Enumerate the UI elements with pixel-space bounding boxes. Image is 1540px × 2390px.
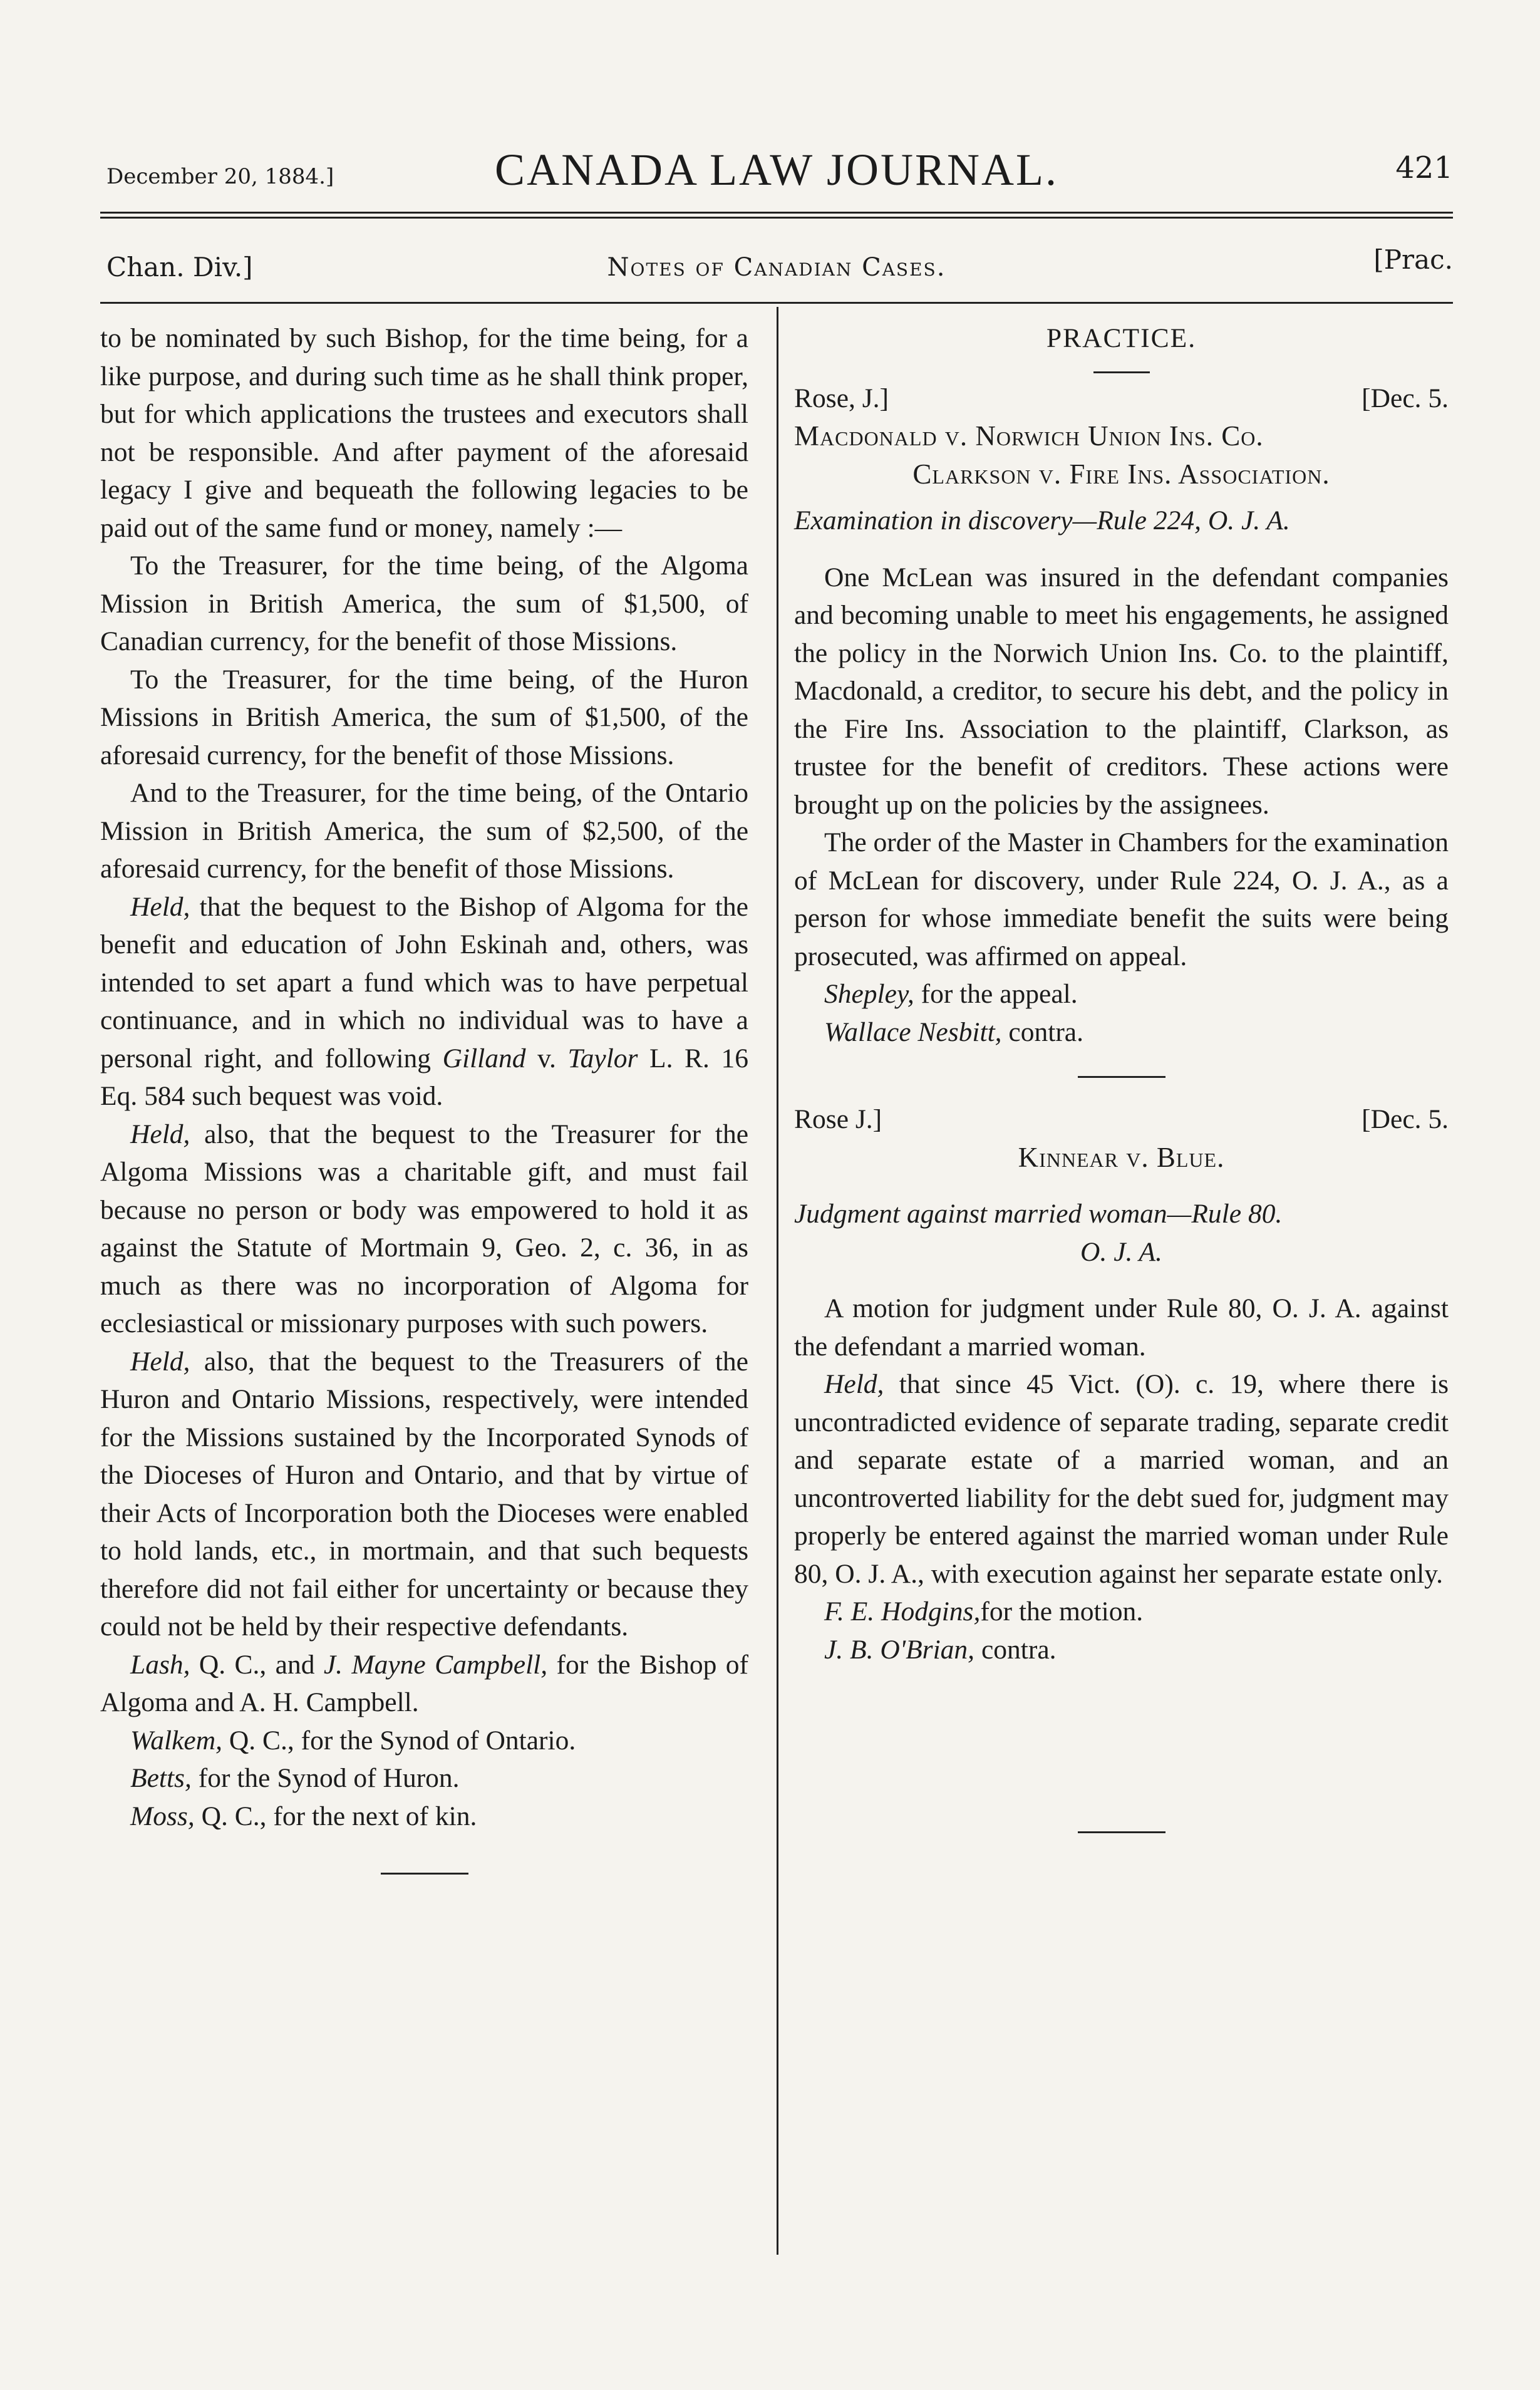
legacy-huron: To the Treasurer, for the time being, of the Huron Missions in British America, the sum of $1,500, of the aforesaid currency, for the benefit of those Missions.: [100, 664, 748, 770]
spacer: [794, 1271, 1449, 1290]
case-1-meta: [794, 380, 1449, 418]
counsel-name: Lash,: [130, 1649, 190, 1680]
case-separator-rule: [1078, 1076, 1165, 1078]
held-paragraph-3: [100, 1343, 748, 1646]
practice-tag: [Prac.: [1373, 244, 1453, 275]
end-rule: [1078, 1831, 1165, 1833]
page-number: 421: [1395, 150, 1453, 185]
legacy-algoma: To the Treasurer, for the time being, of the Algoma Mission in British America, the sum of $1,500, of Canadian currency, for the benefit of those Missions.: [100, 551, 748, 656]
header-rule-top: [100, 212, 1453, 214]
held-label: Held,: [130, 891, 190, 922]
counsel-name-2: J. Mayne Campbell,: [323, 1649, 548, 1680]
counsel-text: contra.: [974, 1634, 1057, 1665]
counsel-text-2: for the Bishop of Algoma and A. H. Campbell.: [100, 1649, 748, 1717]
case-2-headnote-a: Judgment against married woman—Rule 80.: [794, 1199, 1283, 1229]
left-column: [100, 319, 748, 1892]
counsel-text: Q. C., and: [190, 1649, 324, 1680]
spacer: [794, 1176, 1449, 1195]
held-text-cont: L. R. 16 Eq. 584 such bequest was void.: [100, 1043, 748, 1111]
practice-heading: PRACTICE.: [1046, 323, 1197, 353]
held-label: Held,: [130, 1119, 190, 1149]
counsel-line: [794, 1013, 1449, 1052]
decision-date: [Dec. 5.: [1362, 1104, 1449, 1134]
counsel-text: contra.: [1001, 1017, 1083, 1047]
counsel-line: [794, 975, 1449, 1013]
counsel-name: Moss,: [130, 1801, 195, 1831]
issue-date: December 20, 1884.]: [106, 164, 334, 189]
right-column: [794, 319, 1449, 1851]
counsel-text: for the appeal.: [914, 979, 1078, 1009]
versus: v.: [525, 1043, 568, 1073]
column-divider: [777, 307, 778, 2255]
case-2-held: [794, 1365, 1449, 1593]
division-label: Chan. Div.]: [106, 252, 253, 282]
case-1-title-b: Clarkson v. Fire Ins. Association.: [912, 458, 1330, 490]
held-text: also, that the bequest to the Treasurers of the Huron and Ontario Missions, respectively, were intended for the Missions sustained by the Incorporated Synods of the Dioceses of Huron and Ontario, and that by virtue of their Acts of Incorporation both the Dioceses were enabled to hold lands, etc., in mortmain, and that such bequests therefore did not fail either for uncertainty or because they could not be held by their respective defendants.: [100, 1346, 748, 1642]
section-rule: [100, 302, 1453, 304]
held-paragraph-2: [100, 1115, 748, 1343]
counsel-line: [100, 1722, 748, 1760]
counsel-line: [100, 1798, 748, 1836]
counsel-name: Shepley,: [824, 979, 914, 1009]
judge-name: Rose J.]: [794, 1104, 882, 1134]
counsel-text: for the Synod of Huron.: [191, 1763, 460, 1793]
case-2-title: Kinnear v. Blue.: [1018, 1141, 1225, 1173]
section-header: [100, 244, 1453, 294]
spacer: [794, 540, 1449, 559]
case-2-meta: [794, 1100, 1449, 1139]
running-header: [100, 125, 1453, 207]
counsel-line: [794, 1593, 1449, 1631]
case-1-facts: One McLean was insured in the defendant companies and becoming unable to meet his engagements, he assigned the policy in the Norwich Union Ins. Co. to the plaintiff, Macdonald, a creditor, to secure his debt, and the policy in the Fire Ins. Association to the plaintiff, Clarkson, as trustee for the benefit of creditors. These actions were brought up on the policies by the assignees.: [794, 562, 1449, 820]
counsel-name: Betts,: [130, 1763, 192, 1793]
held-text: also, that the bequest to the Treasurer for the Algoma Missions was a charitable gift, and must fail because no person or body was empowered to hold it as against the Statute of Mortmain 9, Geo. 2, c. 36, in as much as there was no incorporation of Algoma for ecclesiastical or missionary purposes with such powers.: [100, 1119, 748, 1338]
counsel-line: [794, 1631, 1449, 1669]
journal-title: CANADA LAW JOURNAL.: [495, 145, 1058, 195]
case-1-order: The order of the Master in Chambers for the examination of McLean for discovery, under Rule 224, O. J. A., as a person for whose immediate benefit the suits were being prosecuted, was affirmed on appeal.: [794, 827, 1449, 971]
counsel-name: Wallace Nesbitt,: [824, 1017, 1002, 1047]
section-label: Notes of Canadian Cases.: [607, 253, 946, 282]
counsel-line: [100, 1759, 748, 1798]
end-rule: [381, 1873, 468, 1875]
counsel-text: Q. C., for the next of kin.: [194, 1801, 477, 1831]
counsel-name: J. B. O'Brian,: [824, 1634, 975, 1665]
legacy-ontario: And to the Treasurer, for the time being, of the Ontario Mission in British America, the sum of $2,500, of the aforesaid currency, for the benefit of those Missions.: [100, 778, 748, 884]
counsel-text: Q. C., for the Synod of Ontario.: [222, 1725, 576, 1756]
held-label: Held,: [824, 1369, 884, 1399]
case-1-headnote: Examination in discovery—Rule 224, O. J. A.: [794, 505, 1290, 535]
case-1-title-a: Macdonald v. Norwich Union Ins. Co.: [794, 420, 1264, 452]
held-label: Held,: [130, 1346, 190, 1377]
case-name-2: Taylor: [567, 1043, 638, 1073]
heading-rule: [1093, 371, 1150, 373]
case-2-headnote-b: O. J. A.: [1080, 1236, 1162, 1267]
decision-date: [Dec. 5.: [1362, 383, 1449, 413]
counsel-text: for the motion.: [980, 1596, 1144, 1627]
held-text: that the bequest to the Bishop of Algoma for the benefit and education of John Eskinah and, others, was intended to set apart a fund which was to have perpetual continuance, and in which no individual was to have a personal right, and following: [100, 891, 748, 1073]
counsel-name: F. E. Hodgins,: [824, 1596, 981, 1627]
header-rule-double: [100, 217, 1453, 219]
case-2-motion: A motion for judgment under Rule 80, O. J. A. against the defendant a married woman.: [794, 1293, 1449, 1362]
will-text-paragraph: to be nominated by such Bishop, for the time being, for a like purpose, and during such time as he shall think proper, but for which applications the trustees and executors shall not be responsible. And after payment of the aforesaid legacy I give and bequeath the following legacies to be paid out of the same fund or money, namely :—: [100, 323, 748, 543]
counsel-line: [100, 1646, 748, 1722]
held-paragraph-1: [100, 888, 748, 1115]
spacer: [794, 493, 1449, 502]
held-text: that since 45 Vict. (O). c. 19, where there is uncontradicted evidence of separate trading, separate credit and separate estate of a married woman, and an uncontroverted liability for the debt sued for, judgment may properly be entered against the married woman under Rule 80, O. J. A., with execution against her separate estate only.: [794, 1369, 1449, 1589]
case-name: Gilland: [442, 1043, 526, 1073]
judge-name: Rose, J.]: [794, 383, 889, 413]
counsel-name: Walkem,: [130, 1725, 222, 1756]
